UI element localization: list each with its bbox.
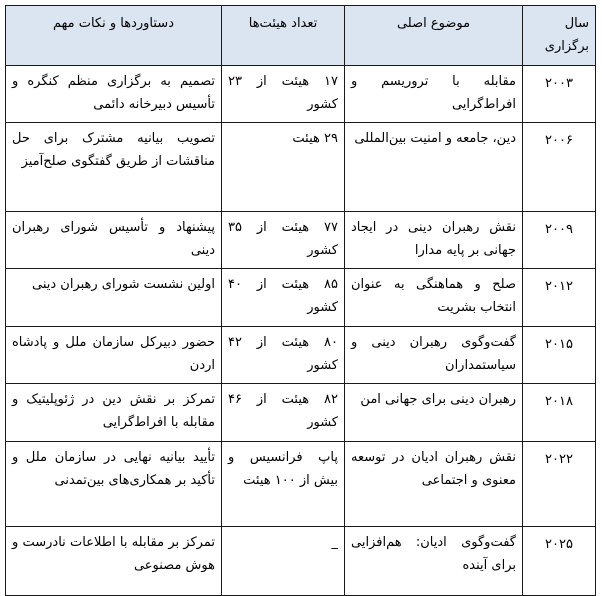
cell-achievements: اولین نشست شورای رهبران دینی (6, 269, 222, 327)
header-topic: موضوع اصلی (345, 6, 523, 66)
table-row (6, 384, 596, 442)
cell-delegations: ۸۲ هیئت از ۴۶ کشور (222, 384, 345, 442)
cell-year: ۲۰۲۵ (523, 527, 596, 596)
cell-achievements: تمرکز بر مقابله با اطلاعات نادرست و هوش مصنوعی (6, 527, 222, 596)
cell-delegations: ۷۷ هیئت از ۳۵ کشور (222, 212, 345, 269)
table-row (6, 527, 596, 596)
cell-delegations: ۸۰ هیئت از ۴۲ کشور (222, 327, 345, 384)
cell-delegations: ۸۵ هیئت از ۴۰ کشور (222, 269, 345, 327)
cell-topic: نقش رهبران ادیان در توسعه معنوی و اجتماعی (345, 442, 523, 527)
cell-year: ۲۰۱۵ (523, 327, 596, 384)
cell-delegations: پاپ فرانسیس و بیش از ۱۰۰ هیئت (222, 442, 345, 527)
cell-delegations: ۱۷ هیئت از ۲۳ کشور (222, 66, 345, 123)
cell-topic: صلح و هماهنگی به عنوان انتخاب بشریت (345, 269, 523, 327)
header-achievements: دستاوردها و نکات مهم (6, 6, 222, 66)
cell-delegations: ۲۹ هیئت (222, 123, 345, 212)
table-row (6, 269, 596, 327)
cell-achievements: تصمیم به برگزاری منظم کنگره و تأسیس دبیرخانه دائمی (6, 66, 222, 123)
cell-achievements: تصویب بیانیه مشترک برای حل مناقشات از طریق گفتگوی صلح‌آمیز (6, 123, 222, 212)
table-row (6, 66, 596, 123)
cell-year: ۲۰۰۳ (523, 66, 596, 123)
cell-topic: دین، جامعه و امنیت بین‌المللی (345, 123, 523, 212)
header-delegations: تعداد هیئت‌ها (222, 6, 345, 66)
cell-year: ۲۰۰۹ (523, 212, 596, 269)
cell-topic: گفت‌وگوی ادیان: هم‌افزایی برای آینده (345, 527, 523, 596)
cell-topic: گفت‌وگوی رهبران دینی و سیاستمداران (345, 327, 523, 384)
cell-delegations: _ (222, 527, 345, 596)
cell-year: ۲۰۲۲ (523, 442, 596, 527)
cell-year: ۲۰۱۲ (523, 269, 596, 327)
cell-achievements: تأیید بیانیه نهایی در سازمان ملل و تأکید بر همکاری‌های بین‌تمدنی (6, 442, 222, 527)
table-row (6, 123, 596, 212)
cell-achievements: حضور دبیرکل سازمان ملل و پادشاه اردن (6, 327, 222, 384)
table-row (6, 327, 596, 384)
header-row (6, 6, 596, 66)
cell-achievements: پیشنهاد و تأسیس شورای رهبران دینی (6, 212, 222, 269)
cell-topic: نقش رهبران دینی در ایجاد جهانی بر پایه مدارا (345, 212, 523, 269)
cell-achievements: تمرکز بر نقش دین در ژئوپلیتیک و مقابله با افراط‌گرایی (6, 384, 222, 442)
cell-year: ۲۰۱۸ (523, 384, 596, 442)
cell-topic: رهبران دینی برای جهانی امن (345, 384, 523, 442)
table-row (6, 212, 596, 269)
header-year: سال برگزاری (523, 6, 596, 66)
congress-table (5, 5, 596, 596)
cell-topic: مقابله با تروریسم و افراط‌گرایی (345, 66, 523, 123)
cell-year: ۲۰۰۶ (523, 123, 596, 212)
table-row (6, 442, 596, 527)
